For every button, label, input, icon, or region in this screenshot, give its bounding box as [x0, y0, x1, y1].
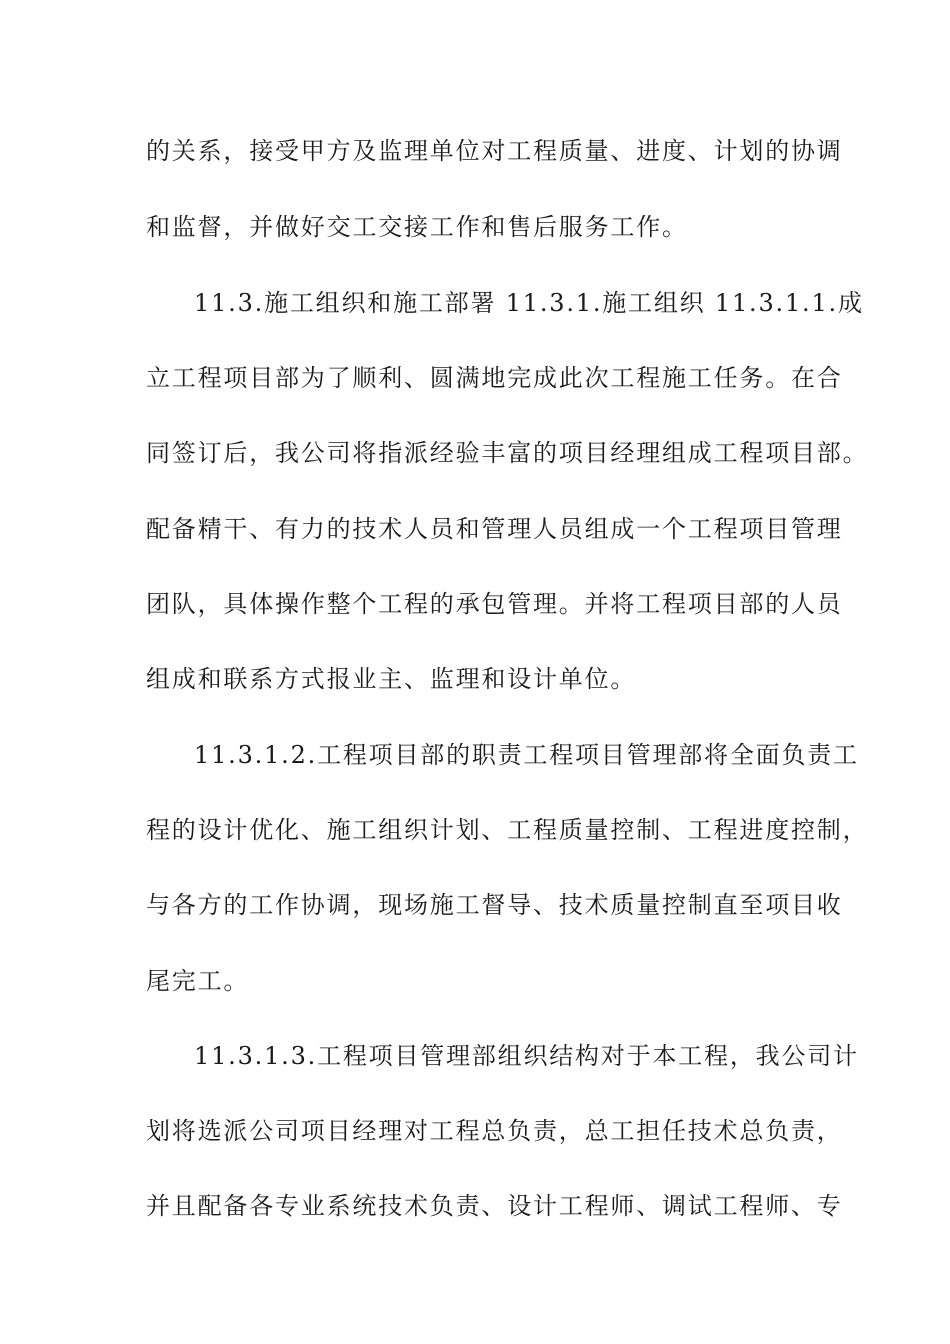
text-line: 与各方的工作协调，现场施工督导、技术质量控制直至项目收 [146, 891, 843, 919]
text-line: 和监督，并做好交工交接工作和售后服务工作。 [146, 213, 688, 241]
section-heading-line: 11.3.施工组织和施工部署 11.3.1.施工组织 11.3.1.1.成 [194, 289, 864, 317]
text-line: 划将选派公司项目经理对工程总负责，总工担任技术总负责， [146, 1117, 843, 1145]
text-line: 组成和联系方式报业主、监理和设计单位。 [146, 665, 637, 693]
section-heading-line: 11.3.1.3.工程项目管理部组织结构对于本工程，我公司计 [194, 1042, 859, 1070]
text-line: 并且配备各专业系统技术负责、设计工程师、调试工程师、专 [146, 1192, 843, 1220]
text-line: 立工程项目部为了顺利、圆满地完成此次工程施工任务。在合 [146, 364, 843, 392]
text-line: 配备精干、有力的技术人员和管理人员组成一个工程项目管理 [146, 515, 843, 543]
text-line: 的关系，接受甲方及监理单位对工程质量、进度、计划的协调 [146, 137, 843, 165]
text-line: 尾完工。 [146, 967, 250, 995]
section-heading-line: 11.3.1.2.工程项目部的职责工程项目管理部将全面负责工 [194, 741, 859, 769]
text-line: 程的设计优化、施工组织计划、工程质量控制、工程进度控制， [146, 816, 869, 844]
text-line: 团队，具体操作整个工程的承包管理。并将工程项目部的人员 [146, 590, 843, 618]
text-line: 同签订后，我公司将指派经验丰富的项目经理组成工程项目部。 [146, 439, 869, 467]
